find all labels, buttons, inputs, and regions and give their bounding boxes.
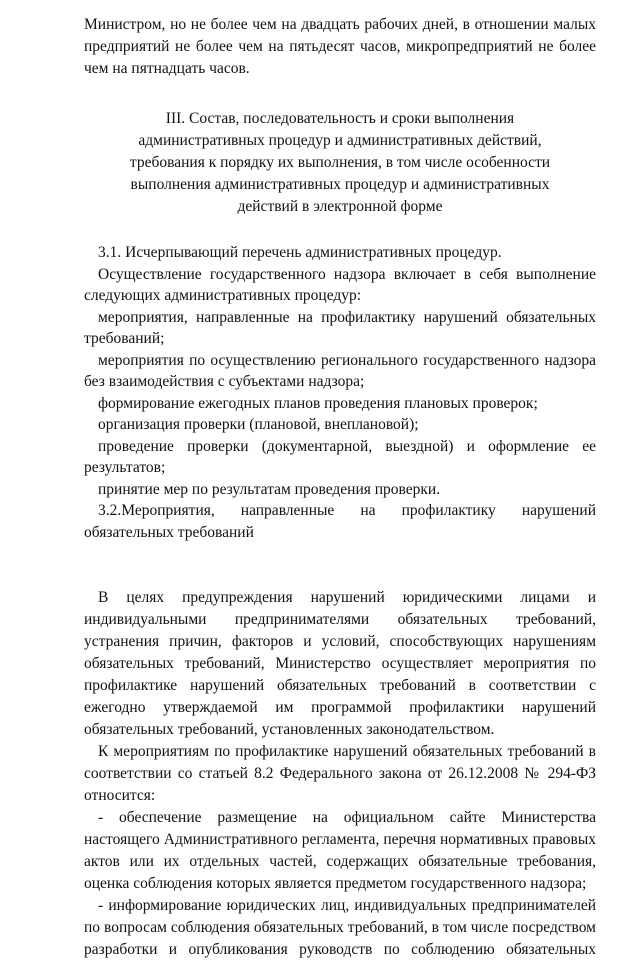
paragraph-measures: К мероприятиям по профилактике нарушений обязательных требований в соответствии со статьей 8.2 Федерального закона от 26.12.2008 № 294-ФЗ относится: [84, 743, 596, 804]
section-heading-line-2: административных процедур и административных действий, [138, 132, 542, 149]
procedure-item-4: организация проверки (плановой, внеплановой); [98, 416, 419, 433]
document-page [84, 14, 596, 961]
procedure-item-6: принятие мер по результатам проведения проверки. [98, 480, 441, 498]
section-heading-line-4: выполнения административных процедур и административных [130, 176, 550, 193]
bullet-publication: - обеспечение размещение на официальном сайте Министерства настоящего Административного регламента, перечня нормативных правовых актов или их отдельных частей, содержащих обязательные требования, оценка соблюдения которых является предметом государственного надзора; [84, 809, 596, 892]
procedures-list-block [84, 242, 596, 543]
procedure-item-3: формирование ежегодных планов проведения плановых проверок; [98, 394, 538, 412]
section-heading-line-3: требования к порядку их выполнения, в том числе особенности [129, 154, 551, 171]
bullet-informing: - информирование юридических лиц, индивидуальных предпринимателей по вопросам соблюдения обязательных требований, в том числе посредством разработки и опубликования руководств по соблюдению обязательных [84, 897, 596, 958]
intro-paragraph: Министром, но не более чем на двадцать рабочих дней, в отношении малых предприятий не более чем на пятьдесят часов, микропредприятий не более чем на пятнадцать часов. [84, 16, 596, 77]
section-heading-line-5: действий в электронной форме [237, 198, 443, 215]
section-heading-line-1: III. Состав, последовательность и сроки выполнения [165, 110, 515, 127]
procedure-item-1: мероприятия, направленные на профилактику нарушений обязательных требований; [84, 308, 596, 347]
paragraph-oversight: Осуществление государственного надзора включает в себя выполнение следующих административных процедур: [84, 265, 596, 304]
paragraph-prevention: В целях предупреждения нарушений юридическими лицами и индивидуальными предпринимателями обязательных требований, устранения причин, факторов и условий, способствующих нарушениям обязательных требований, Министерство осуществляет мероприятия по профилактике нарушений обязательных требований в соответствии с ежегодно утверждаемой им программой профилактики нарушений обязательных требований, установленных законодательством. [84, 589, 596, 738]
procedure-item-2: мероприятия по осуществлению регионального государственного надзора без взаимодействия с субъектами надзора; [84, 351, 596, 390]
procedure-item-5: проведение проверки (документарной, выездной) и оформление ее результатов; [84, 437, 596, 476]
section-heading [84, 108, 596, 218]
paragraph-3-2: 3.2.Мероприятия, направленные на профилактику нарушений обязательных требований [84, 502, 596, 541]
paragraph-3-1: 3.1. Исчерпывающий перечень административных процедур. [98, 244, 502, 261]
section-gap [84, 543, 596, 587]
